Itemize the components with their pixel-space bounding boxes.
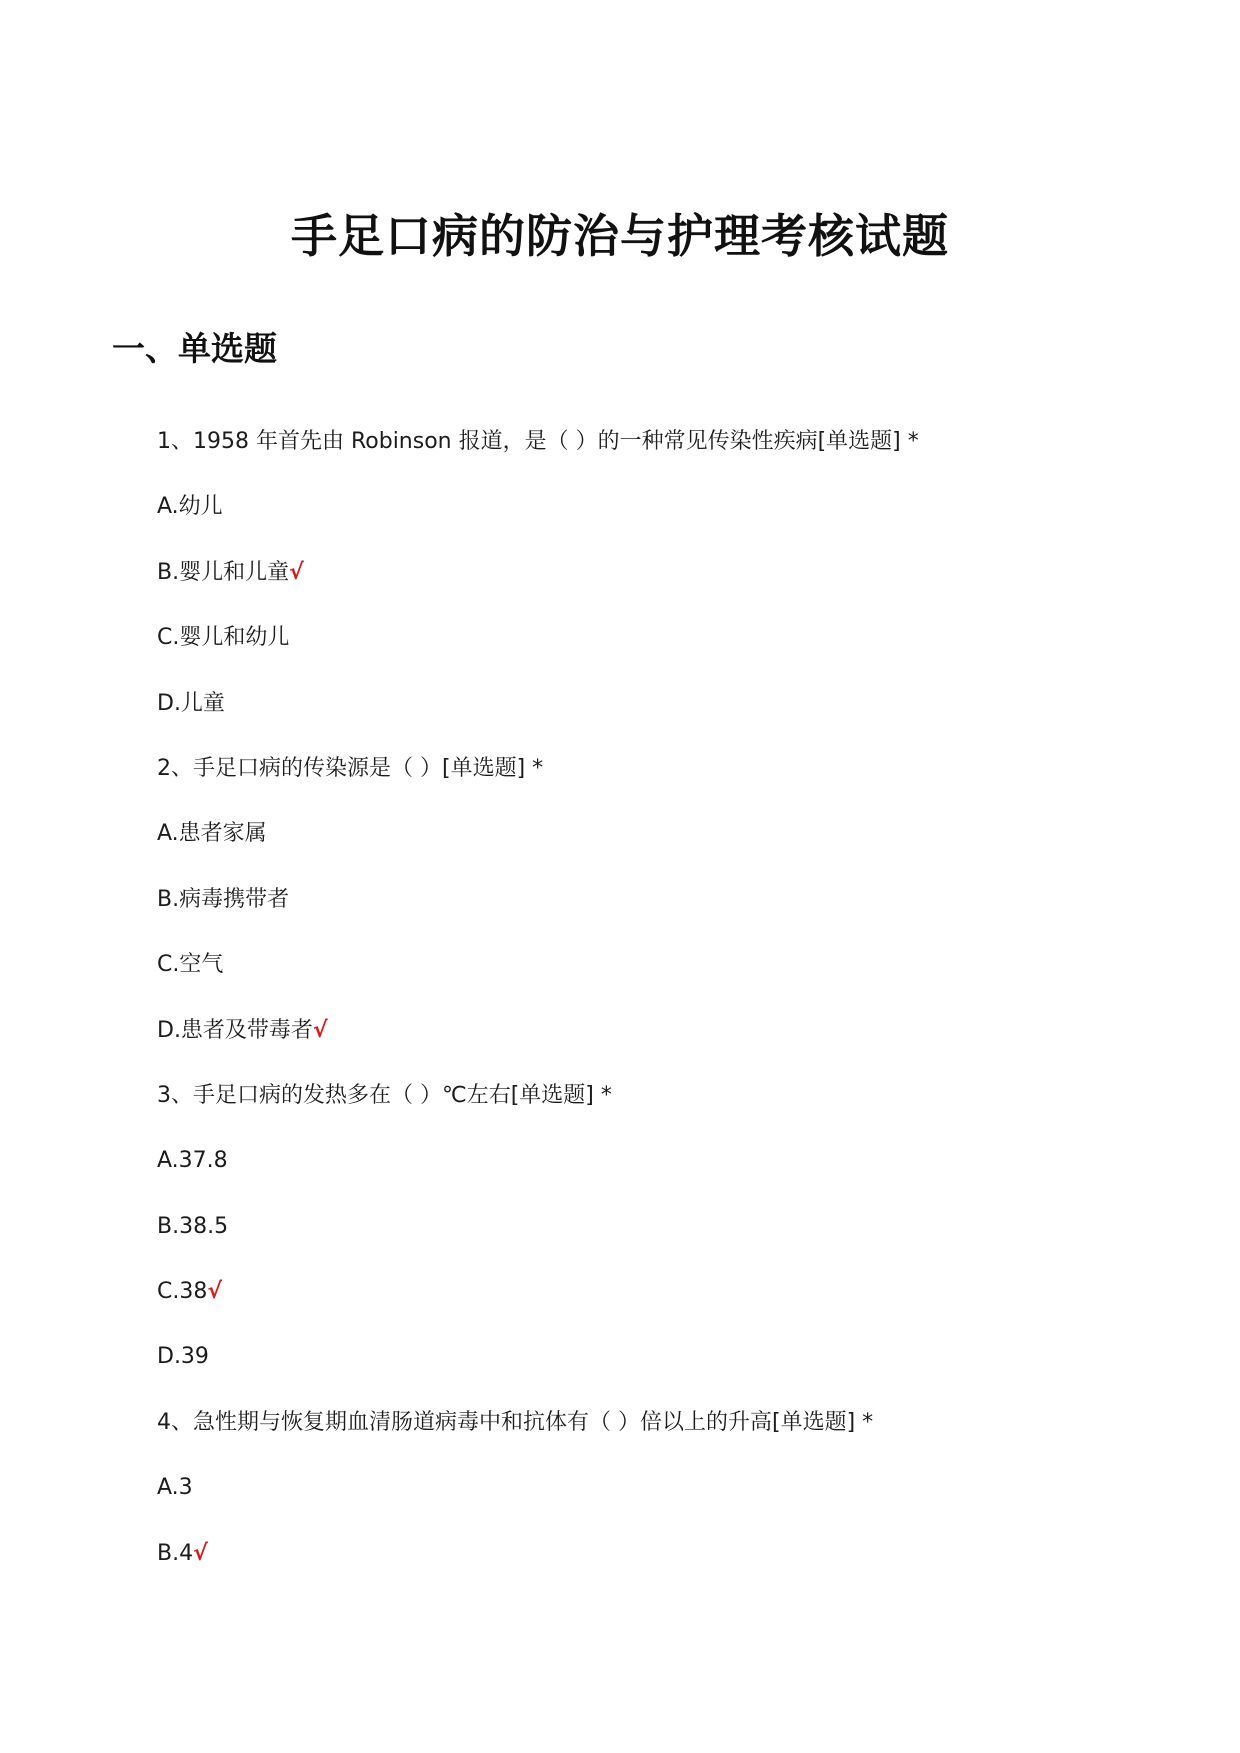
option-item [157,817,1157,882]
option-item [157,1275,1157,1340]
option-item [157,621,1157,686]
option-text: D.儿童 [157,690,225,716]
option-item [157,687,1157,752]
question-stem: 2、手足口病的传染源是（ ）[单选题] * [157,755,544,781]
option-item [157,1014,1157,1079]
correct-answer-mark: √ [207,1279,223,1305]
question-stem: 4、急性期与恢复期血清肠道病毒中和抗体有（ ）倍以上的升高[单选题] * [157,1409,874,1435]
option-text: A.37.8 [157,1148,228,1174]
correct-answer-mark: √ [289,559,304,585]
option-item [157,556,1157,621]
section-heading: 一、单选题 [112,329,277,368]
option-text: D.39 [157,1344,209,1370]
question-stem: 3、手足口病的发热多在（ ）℃左右[单选题] * [157,1082,612,1108]
question-stem: 1、1958 年首先由 Robinson 报道，是（ ）的一种常见传染性疾病[单选题] * [157,429,919,454]
document-title: 手足口病的防治与护理考核试题 [291,209,949,263]
option-item [157,1340,1157,1405]
correct-answer-mark: √ [193,1540,208,1566]
option-text: B.婴儿和儿童 [157,559,290,585]
option-item [157,1471,1157,1536]
option-text: B.38.5 [157,1213,229,1239]
option-text: B.4 [157,1540,194,1566]
option-text: A.幼儿 [157,494,223,520]
option-text: A.患者家属 [157,821,267,847]
option-text: A.3 [157,1475,193,1501]
option-item [157,1144,1157,1209]
option-text: B.病毒携带者 [157,886,290,912]
option-item [157,883,1157,948]
question-list [157,425,1157,1602]
option-item [157,490,1157,555]
option-text: C.38 [157,1279,208,1305]
option-text: D.患者及带毒者 [157,1017,313,1043]
option-text: C.空气 [157,952,224,978]
option-text: C.婴儿和幼儿 [157,625,290,651]
option-item [157,948,1157,1013]
option-item [157,1537,1157,1602]
correct-answer-mark: √ [312,1017,328,1043]
option-item [157,1210,1157,1275]
